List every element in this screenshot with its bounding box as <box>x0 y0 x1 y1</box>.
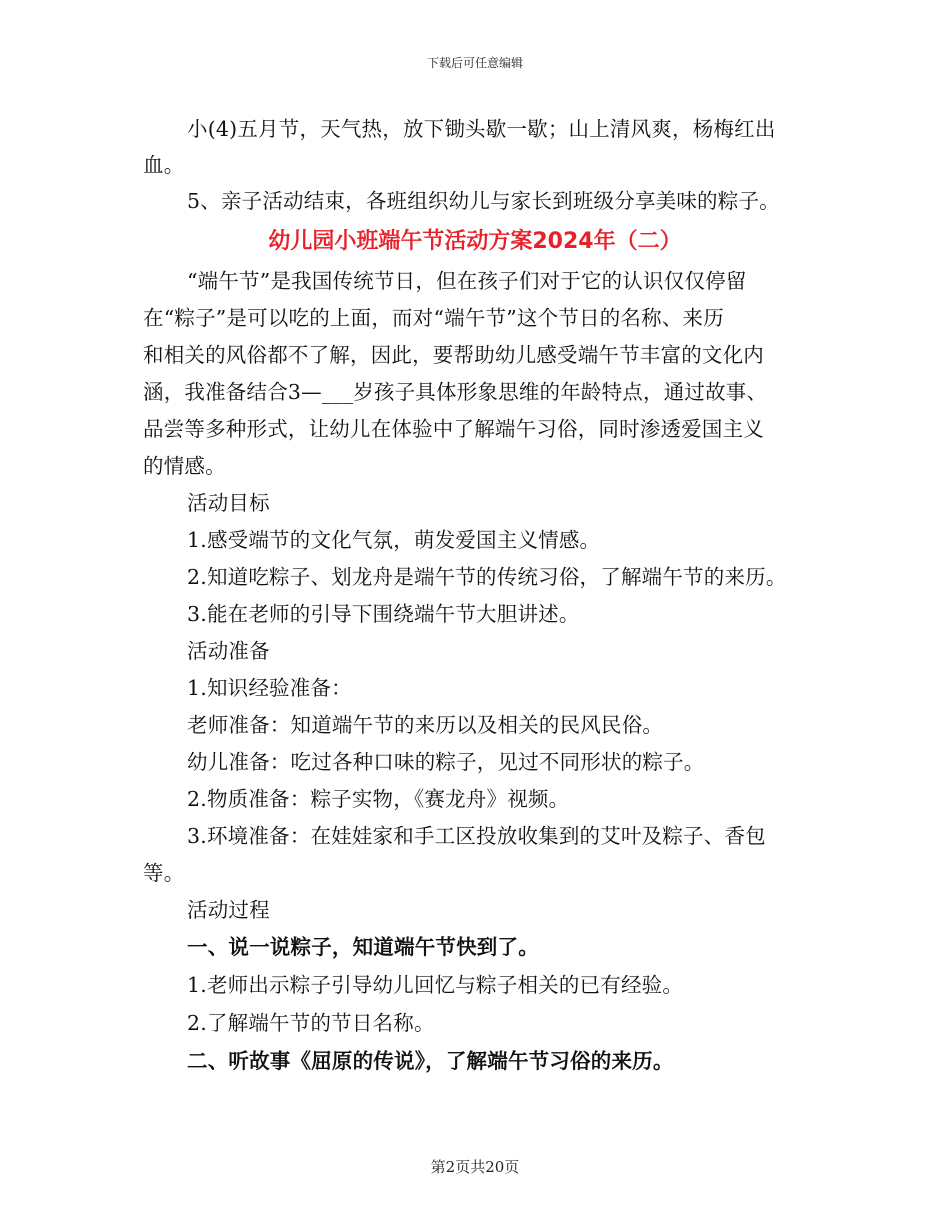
list-item: 2.了解端午节的节日名称。 <box>187 1011 435 1035</box>
subheading: 活动过程 <box>187 898 270 922</box>
paragraph-line: 品尝等多种形式，让幼儿在体验中了解端午习俗，同时渗透爱国主义 <box>143 417 764 441</box>
paragraph-line: 在“粽子”是可以吃的上面，而对“端午节”这个节日的名称、来历 <box>143 306 724 330</box>
subheading: 活动目标 <box>187 491 270 515</box>
paragraph-line: 小(4)五月节，天气热，放下锄头歇一歇；山上清风爽，杨梅红出 <box>187 117 776 141</box>
list-item: 3.能在老师的引导下围绕端午节大胆讲述。 <box>187 602 580 626</box>
step-heading: 一、说一说粽子，知道端午节快到了。 <box>187 935 539 959</box>
step-heading: 二、听故事《屈原的传说》，了解端午节习俗的来历。 <box>187 1049 674 1073</box>
paragraph-line: 的情感。 <box>143 454 226 478</box>
paragraph-line: 涵，我准备结合3—___岁孩子具体形象思维的年龄特点，通过故事、 <box>143 380 768 404</box>
list-item: 2.知道吃粽子、划龙舟是端午节的传统习俗，了解端午节的来历。 <box>187 565 787 589</box>
section-title: 幼儿园小班端午节活动方案2024年（二） <box>268 229 682 254</box>
list-item: 老师准备：知道端午节的来历以及相关的民风民俗。 <box>187 713 664 737</box>
paragraph-line: 5、亲子活动结束，各班组织幼儿与家长到班级分享美味的粽子。 <box>187 189 780 213</box>
page-header: 下载后可任意编辑 <box>426 56 523 70</box>
subheading: 活动准备 <box>187 639 270 663</box>
list-item: 等。 <box>143 861 185 885</box>
list-item: 1.老师出示粽子引导幼儿回忆与粽子相关的已有经验。 <box>187 973 684 997</box>
list-item: 1.感受端节的文化气氛，萌发爱国主义情感。 <box>187 528 601 552</box>
list-item: 幼儿准备：吃过各种口味的粽子，见过不同形状的粽子。 <box>187 750 705 774</box>
paragraph-line: 血。 <box>143 153 185 177</box>
page-footer: 第2页共20页 <box>430 1158 520 1176</box>
paragraph-line: 和相关的风俗都不了解，因此，要帮助幼儿感受端午节丰富的文化内 <box>143 343 764 367</box>
list-item: 1.知识经验准备： <box>187 676 352 700</box>
paragraph-line: “端午节”是我国传统节日，但在孩子们对于它的认识仅仅停留 <box>187 269 747 293</box>
list-item: 3.环境准备：在娃娃家和手工区投放收集到的艾叶及粽子、香包 <box>187 824 766 848</box>
list-item: 2.物质准备：粽子实物，《赛龙舟》视频。 <box>187 787 570 811</box>
